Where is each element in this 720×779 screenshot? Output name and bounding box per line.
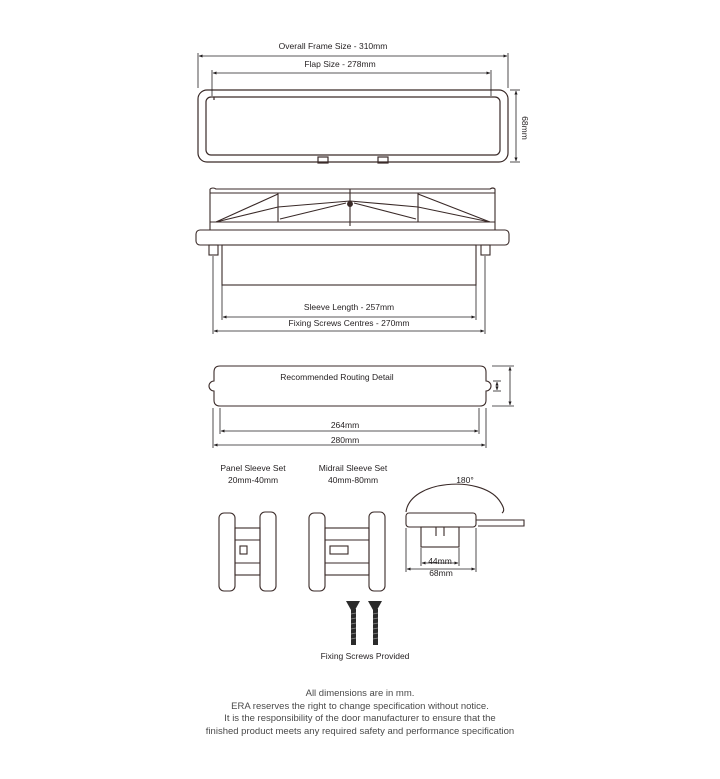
letterplate-front-view bbox=[198, 90, 508, 163]
fixing-screws-label: Fixing Screws Provided bbox=[320, 651, 410, 661]
note-line-4: finished product meets any required safety and performance specification bbox=[205, 725, 515, 737]
height-dimension bbox=[510, 90, 520, 162]
routing-title: Recommended Routing Detail bbox=[280, 372, 394, 382]
letterplate-top-view bbox=[196, 188, 509, 285]
midrail-sleeve-title: Midrail Sleeve Set bbox=[318, 463, 388, 473]
disclaimer-notes bbox=[0, 688, 720, 738]
routing-outer-label: 280mm bbox=[330, 435, 360, 445]
side-inner-label: 44mm bbox=[428, 556, 452, 566]
note-line-3: It is the responsibility of the door manufacturer to ensure that the bbox=[224, 713, 496, 725]
side-view-drawing bbox=[406, 484, 524, 547]
fixing-screw-left bbox=[346, 601, 360, 645]
routing-inner-label: 264mm bbox=[330, 420, 360, 430]
flap-dimension bbox=[212, 70, 491, 96]
height-label: 68mm bbox=[520, 116, 530, 140]
fixing-screw-right bbox=[368, 601, 382, 645]
routing-small-dimension bbox=[493, 381, 501, 391]
flap-angle-label: 180° bbox=[456, 475, 474, 485]
midrail-sleeve-range: 40mm-80mm bbox=[327, 475, 379, 485]
side-outer-label: 68mm bbox=[429, 568, 453, 578]
note-line-2: ERA reserves the right to change specification without notice. bbox=[231, 700, 489, 712]
panel-sleeve-range: 20mm-40mm bbox=[227, 475, 279, 485]
fixing-centres-label: Fixing Screws Centres - 270mm bbox=[288, 318, 410, 328]
panel-sleeve-title: Panel Sleeve Set bbox=[220, 463, 286, 473]
overall-frame-label: Overall Frame Size - 310mm bbox=[278, 41, 388, 51]
sleeve-length-label: Sleeve Length - 257mm bbox=[303, 302, 395, 312]
flap-size-label: Flap Size - 278mm bbox=[304, 59, 376, 69]
note-line-1: All dimensions are in mm. bbox=[305, 688, 415, 699]
panel-sleeve-set-drawing bbox=[219, 512, 276, 591]
midrail-sleeve-set-drawing bbox=[309, 512, 385, 591]
routing-height-dimension bbox=[492, 366, 514, 406]
